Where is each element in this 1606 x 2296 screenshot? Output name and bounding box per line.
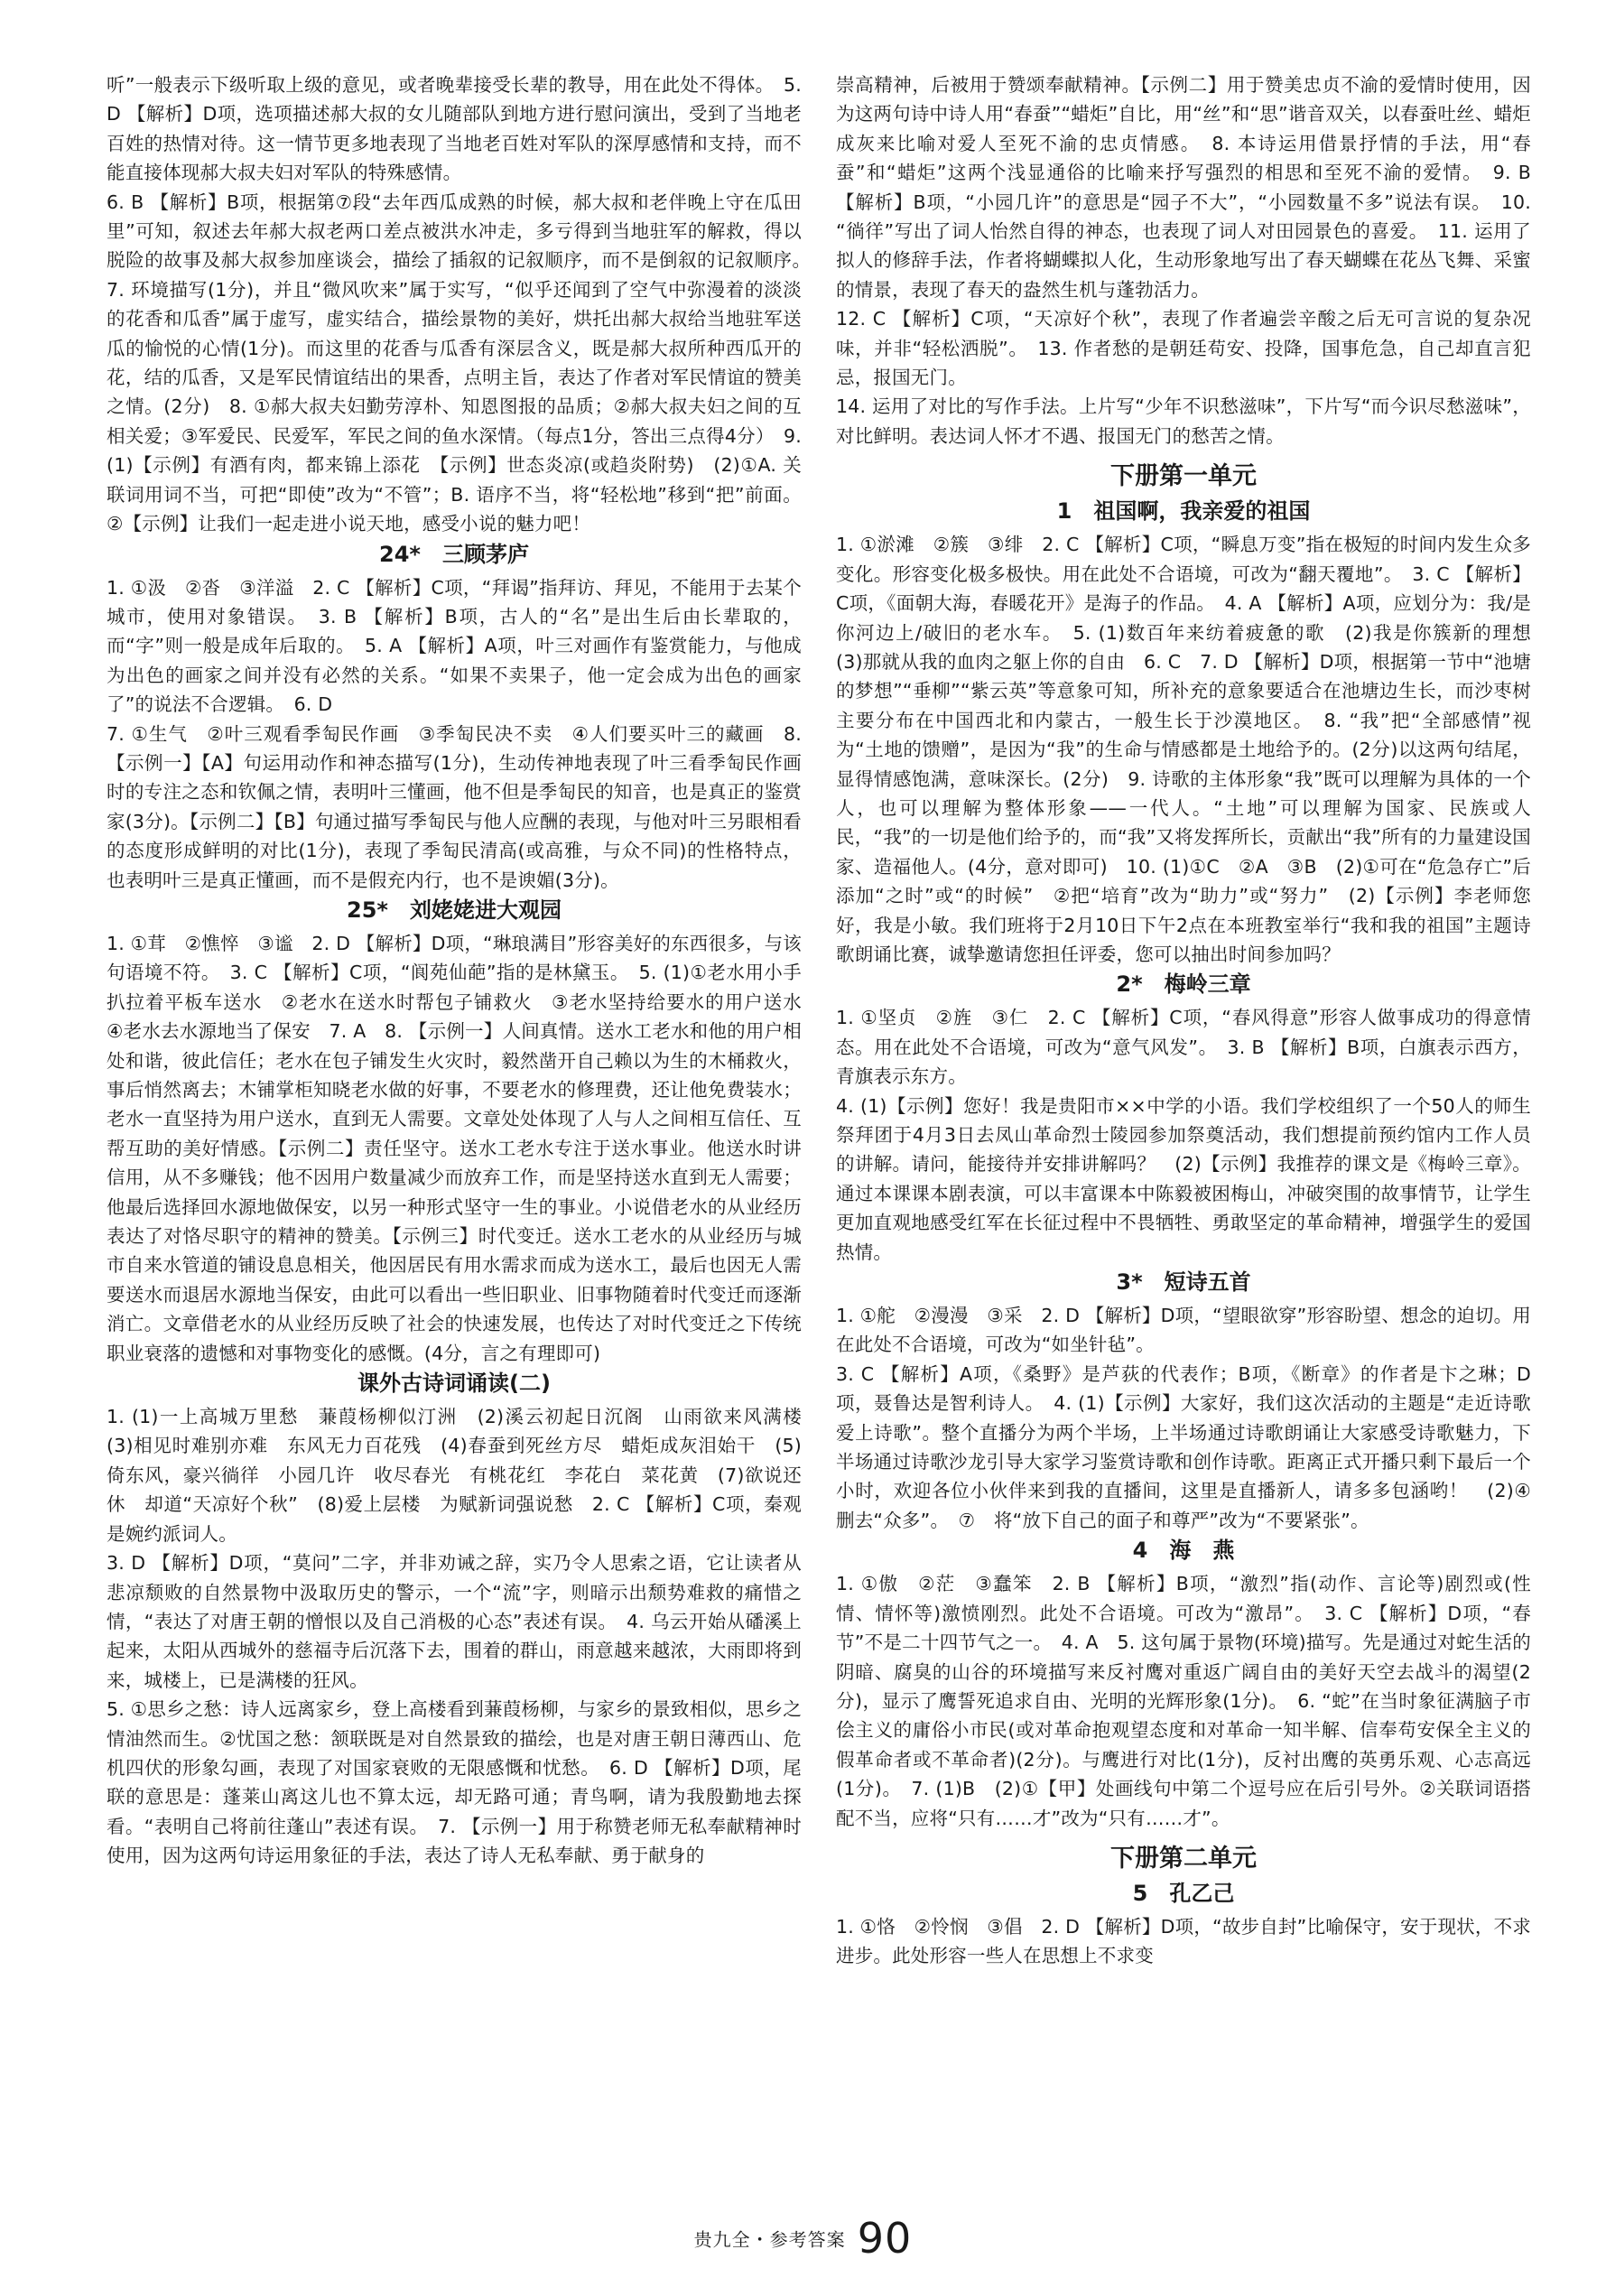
lesson-title-5: 5 孔乙己 [1132, 1880, 1235, 1906]
lesson-title-3: 3* 短诗五首 [1116, 1269, 1251, 1296]
answer-paragraph: 1. ①茸 ②憔悴 ③谧 2. D 【解析】D项，“琳琅满目”形容美好的东西很多，与该句语境不符。 3. C 【解析】C项，“阆苑仙葩”指的是林黛玉。 5. (1)①老水用小手扒拉着平板车送水 ②老水在送水时帮包子铺救火 ③老水坚持给要水的用户送水 ④老水去水源地当了保安 7. A 8. 【示例一】人间真情。送水工老水和他的用户相处和谐，彼此信任；老水在包子铺发生火灾时，毅然凿开自己赖以为生的木桶救火，事后悄然离去；木铺掌柜知晓老水做的好事，不要老水的修理费，还让他免费装水；老水一直坚持为用户送水，直到无人需要。文章处处体现了人与人之间相互信任、互帮互助的美好情感。【示例二】责任坚守。送水工老水专注于送水事业。他送水时讲信用，从不多赚钱；他不因用户数量减少而放弃工作，而是坚持送水直到无人需要；他最后选择回水源地做保安，以另一种形式坚守一生的事业。小说借老水的从业经历表达了对恪尽职守的精神的赞美。【示例三】时代变迁。送水工老水的从业经历与城市自来水管道的铺设息息相关，他因居民有用水需求而成为送水工，最后也因无人需要送水而退居水源地当保安，由此可以看出一些旧职业、旧事物随着时代变迁而逐渐消亡。文章借老水的从业经历反映了社会的快速发展，也传达了对时代变迁之下传统职业衰落的遗憾和对事物变化的感慨。(4分，言之有理即可) [107, 932, 821, 1364]
answer-paragraph: 5. ①思乡之愁：诗人远离家乡，登上高楼看到蒹葭杨柳，与家乡的景致相似，思乡之情油然而生。②忧国之愁：颔联既是对自然景致的描绘，也是对唐王朝日薄西山、危机四伏的形象勾画，表现了对国家衰败的无限感慨和忧愁。 6. D 【解析】D项，尾联的意思是：蓬莱山离这儿也不算太远，却无路可通；青鸟啊，请为我殷勤地去探看。“表明自己将前往蓬山”表述有误。 7. 【示例一】用于称赞老师无私奉献精神时使用，因为这两句诗运用象征的手法，表达了诗人无私奉献、勇于献身的 [107, 1698, 802, 1867]
page-number: 90 [857, 2214, 913, 2263]
answer-paragraph: 14. 运用了对比的写作手法。上片写“少年不识愁滋味”，下片写“而今识尽愁滋味”，对比鲜明。表达词人怀才不遇、报国无门的愁苦之情。 [836, 395, 1531, 447]
answer-paragraph: 崇高精神，后被用于赞颂奉献精神。【示例二】用于赞美忠贞不渝的爱情时使用，因为这两句诗中诗人用“春蚕”“蜡炬”自比，用“丝”和“思”谐音双关，以春蚕吐丝、蜡炬成灰来比喻对爱人至死不渝的忠贞情感。 8. 本诗运用借景抒情的手法，用“春蚕”和“蜡炬”这两个浅显通俗的比喻来抒写强烈的相思和至死不渝的爱情。 9. B 【解析】B项，“小园几许”的意思是“园子不大”，“小园数量不多”说法有误。 10. “徜徉”写出了词人怡然自得的神态，也表现了词人对田园景色的喜爱。 11. 运用了拟人的修辞手法，作者将蝴蝶拟人化，生动形象地写出了春天蝴蝶在花丛飞舞、采蜜的情景，表现了春天的盎然生机与蓬勃活力。 [836, 74, 1531, 301]
answer-paragraph: 3. C 【解析】A项，《桑野》是芦荻的代表作；B项，《断章》的作者是卞之琳；D项，聂鲁达是智利诗人。 4. (1)【示例】大家好，我们这次活动的主题是“走近诗歌 爱上诗歌”。整个直播分为两个半场，上半场通过诗歌朗诵让大家感受诗歌魅力，下半场通过诗歌沙龙引导大家学习鉴赏诗歌和创作诗歌。距离正式开播只剩下最后一个小时，欢迎各位小伙伴来到我的直播间，这里是直播新人，请多多包涵哟！ (2)④ 删去“众多”。 ⑦ 将“放下自己的面子和尊严”改为“不要紧张”。 [836, 1362, 1550, 1531]
answer-paragraph: 3. D 【解析】D项，“莫问”二字，并非劝诫之辞，实乃令人思索之语，它让读者从悲凉颓败的自然景物中汲取历史的警示，一个“流”字，则暗示出颓势难救的痛惜之情，“表达了对唐王朝的憎恨以及自己消极的心态”表述有误。 4. 乌云开始从磻溪上起来，太阳从西城外的慈福寺后沉落下去，围着的群山，雨意越来越浓，大雨即将到来，城楼上，已是满楼的狂风。 [107, 1552, 802, 1691]
lesson-title-2: 2* 梅岭三章 [1116, 971, 1251, 998]
footer-label: 贵九全・参考答案 [693, 2228, 846, 2251]
answer-paragraph: 1. (1)一上高城万里愁 蒹葭杨柳似汀洲 (2)溪云初起日沉阁 山雨欲来风满楼 (3)相见时难别亦难 东风无力百花残 (4)春蚕到死丝方尽 蜡炬成灰泪始干 (5)倚东风，豪兴徜徉 小园几许 收尽春光 有桃花红 李花白 菜花黄 (7)欲说还休 却道“天凉好个秋” (8)爱上层楼 为赋新词强说愁 2. C 【解析】C项，秦观是婉约派词人。 [107, 1406, 821, 1545]
answer-paragraph: 1. ①傲 ②茫 ③蠢笨 2. B 【解析】B项，“激烈”指(动作、言论等)剧烈或(性情、情怀等)激愤刚烈。此处不合语境。可改为“激昂”。 3. C 【解析】D项，“春节”不是二十四节气之一。 4. A 5. 这句属于景物(环境)描写。先是通过对蛇生活的阴暗、腐臭的山谷的环境描写来反衬鹰对重返广阔自由的美好天空去战斗的渴望(2分)，显示了鹰誓死追求自由、光明的光辉形象(1分)。 6. “蛇”在当时象征满脑子市侩主义的庸俗小市民(或对革命抱观望态度和对革命一知半解、信奉苟安保全主义的假革命者或不革命者)(2分)。与鹰进行对比(1分)，反衬出鹰的英勇乐观、心志高远(1分)。 7. (1)B (2)①【甲】处画线句中第二个逗号应在后引号外。②关联词语搭配不当，应将“只有……才”改为“只有……才”。 [836, 1573, 1531, 1829]
answer-paragraph: 1. ①坚贞 ②旌 ③仁 2. C 【解析】C项，“春风得意”形容人做事成功的得意情态。用在此处不合语境，可改为“意气风发”。 3. B 【解析】B项，白旗表示西方，青旗表示东方。 [836, 1007, 1531, 1088]
answer-paragraph: 4. (1)【示例】您好！我是贵阳市××中学的小语。我们学校组织了一个50人的师生祭拜团于4月3日去凤山革命烈士陵园参加祭奠活动，我们想提前预约馆内工作人员的讲解。请问，能接待并安排讲解吗？ (2)【示例】我推荐的课文是《梅岭三章》。通过本课课本剧表演，可以丰富课本中陈毅被困梅山，冲破突围的故事情节，让学生更加直观地感受红军在长征过程中不畏牺牲、勇敢坚定的革命精神，增强学生的爱国热情。 [836, 1094, 1531, 1263]
lesson-title-25: 25* 刘姥姥进大观园 [347, 897, 562, 923]
section-title-extra-poems: 课外古诗词诵读(二) [357, 1371, 551, 1397]
left-column [107, 70, 821, 1871]
lesson-title-4: 4 海 燕 [1132, 1538, 1235, 1564]
answer-paragraph: 1. ①淤滩 ②簇 ③绯 2. C 【解析】C项，“瞬息万变”指在极短的时间内发生众多变化。形容变化极多极快。用在此处不合语境，可改为“翻天覆地”。 3. C 【解析】C项，《面朝大海，春暖花开》是海子的作品。 4. A 【解析】A项，应划分为：我/是你河边上/破旧的老水车。 5. (1)数百年来纺着疲惫的歌 (2)我是你簇新的理想 (3)那就从我的血肉之躯上你的自由 6. C 7. D 【解析】D项，根据第一节中“池塘的梦想”“垂柳”“紫云英”等意象可知，所补充的意象要适合在池塘边生长，而沙枣树主要分布在中国西北和内蒙古，一般生长于沙漠地区。 8. “我”把“全部感情”视为“土地的馈赠”，是因为“我”的生命与情感都是土地给予的。(2分)以这两句结尾，显得情感饱满，意味深长。(2分) 9. 诗歌的主体形象“我”既可以理解为具体的一个人，也可以理解为整体形象——一代人。“土地”可以理解为国家、民族或人民，“我”的一切是他们给予的，而“我”又将发挥所长，贡献出“我”所有的力量建设国家、造福他人。(4分，意对即可) 10. (1)①C ②A ③B (2)①可在“危急存亡”后添加“之时”或“的时候” ②把“培育”改为“助力”或“努力” (2)【示例】李老师您好，我是小敏。我们班将于2月10日下午2点在本班教室举行“我和我的祖国”主题诗歌朗诵比赛，诚挚邀请您担任评委，您可以抽出时间参加吗？ [836, 534, 1550, 965]
answer-paragraph: 听”一般表示下级听取上级的意见，或者晚辈接受长辈的教导，用在此处不得体。 5. D 【解析】D项，选项描述郝大叔的女儿随部队到地方进行慰问演出，受到了当地老百姓的热情对待。这一情节更多地表现了当地老百姓对军队的深厚感情和支持，而不能直接体现郝大叔夫妇对军队的特殊感情。 [107, 74, 802, 184]
unit-title-1: 下册第一单元 [1110, 462, 1257, 491]
unit-title-2: 下册第二单元 [1110, 1844, 1257, 1873]
answer-paragraph: 7. ①生气 ②叶三观看季匋民作画 ③季匋民决不卖 ④人们要买叶三的藏画 8. 【示例一】【A】句运用动作和神态描写(1分)，生动传神地表现了叶三看季匋民作画时的专注之态和钦佩之情，表明叶三懂画，他不但是季匋民的知音，也是真正的鉴赏家(3分)。【示例二】【B】句通过描写季匋民与他人应酬的表现，与他对叶三另眼相看的态度形成鲜明的对比(1分)，表现了季匋民清高(或高雅，与众不同)的性格特点，也表明叶三是真正懂画，而不是假充内行，也不是谀媚(3分)。 [107, 722, 802, 891]
answer-paragraph: 12. C 【解析】C项，“天凉好个秋”，表现了作者遍尝辛酸之后无可言说的复杂况味，并非“轻松洒脱”。 13. 作者愁的是朝廷苟安、投降，国事危急，自己却直言犯忌，报国无门。 [836, 308, 1531, 389]
lesson-title-24: 24* 三顾茅庐 [379, 541, 529, 567]
page-footer [0, 2214, 1606, 2263]
lesson-title-1: 1 祖国啊，我亲爱的祖国 [1056, 498, 1311, 525]
answer-paragraph: 6. B 【解析】B项，根据第⑦段“去年西瓜成熟的时候，郝大叔和老伴晚上守在瓜田里”可知，叙述去年郝大叔老两口差点被洪水冲走，多亏得到当地驻军的解救，得以脱险的故事及郝大叔参加座谈会，描绘了插叙的记叙顺序，而不是倒叙的记叙顺序。 7. 环境描写(1分)，并且“微风吹来”属于实写，“似乎还闻到了空气中弥漫着的淡淡的花香和瓜香”属于虚写，虚实结合，描绘景物的美好，烘托出郝大叔给当地驻军送瓜的愉悦的心情(1分)。而这里的花香与瓜香有深层含义，既是郝大叔所种西瓜开的花，结的瓜香，又是军民情谊结出的果香，点明主旨，表达了作者对军民情谊的赞美之情。(2分) 8. ①郝大叔夫妇勤劳淳朴、知恩图报的品质；②郝大叔夫妇之间的互相关爱；③军爱民、民爱军，军民之间的鱼水深情。（每点1分，答出三点得4分） 9. (1)【示例】有酒有肉，都来锦上添花 【示例】世态炎凉(或趋炎附势) (2)①A. 关联词用词不当，可把“即使”改为“不管”；B. 语序不当，将“轻松地”移到“把”前面。②【示例】让我们一起走进小说天地，感受小说的魅力吧！ [107, 191, 821, 535]
answer-paragraph: 1. ①恪 ②怜悯 ③倡 2. D 【解析】D项，“故步自封”比喻保守，安于现状，不求进步。此处形容一些人在思想上不求变 [836, 1915, 1531, 1967]
answer-paragraph: 1. ①舵 ②漫漫 ③采 2. D 【解析】D项，“望眼欲穿”形容盼望、想念的迫切。用在此处不合语境，可改为“如坐针毡”。 [836, 1305, 1531, 1356]
right-column [836, 70, 1550, 1971]
answer-paragraph: 1. ①汲 ②沓 ③洋溢 2. C 【解析】C项，“拜谒”指拜访、拜见，不能用于去某个城市，使用对象错误。 3. B 【解析】B项，古人的“名”是出生后由长辈取的，而“字”则一般是成年后取的。 5. A 【解析】A项，叶三对画作有鉴赏能力，与他成为出色的画家之间并没有必然的关系。“如果不卖果子，他一定会成为出色的画家了”的说法不合逻辑。 6. D [107, 576, 802, 716]
